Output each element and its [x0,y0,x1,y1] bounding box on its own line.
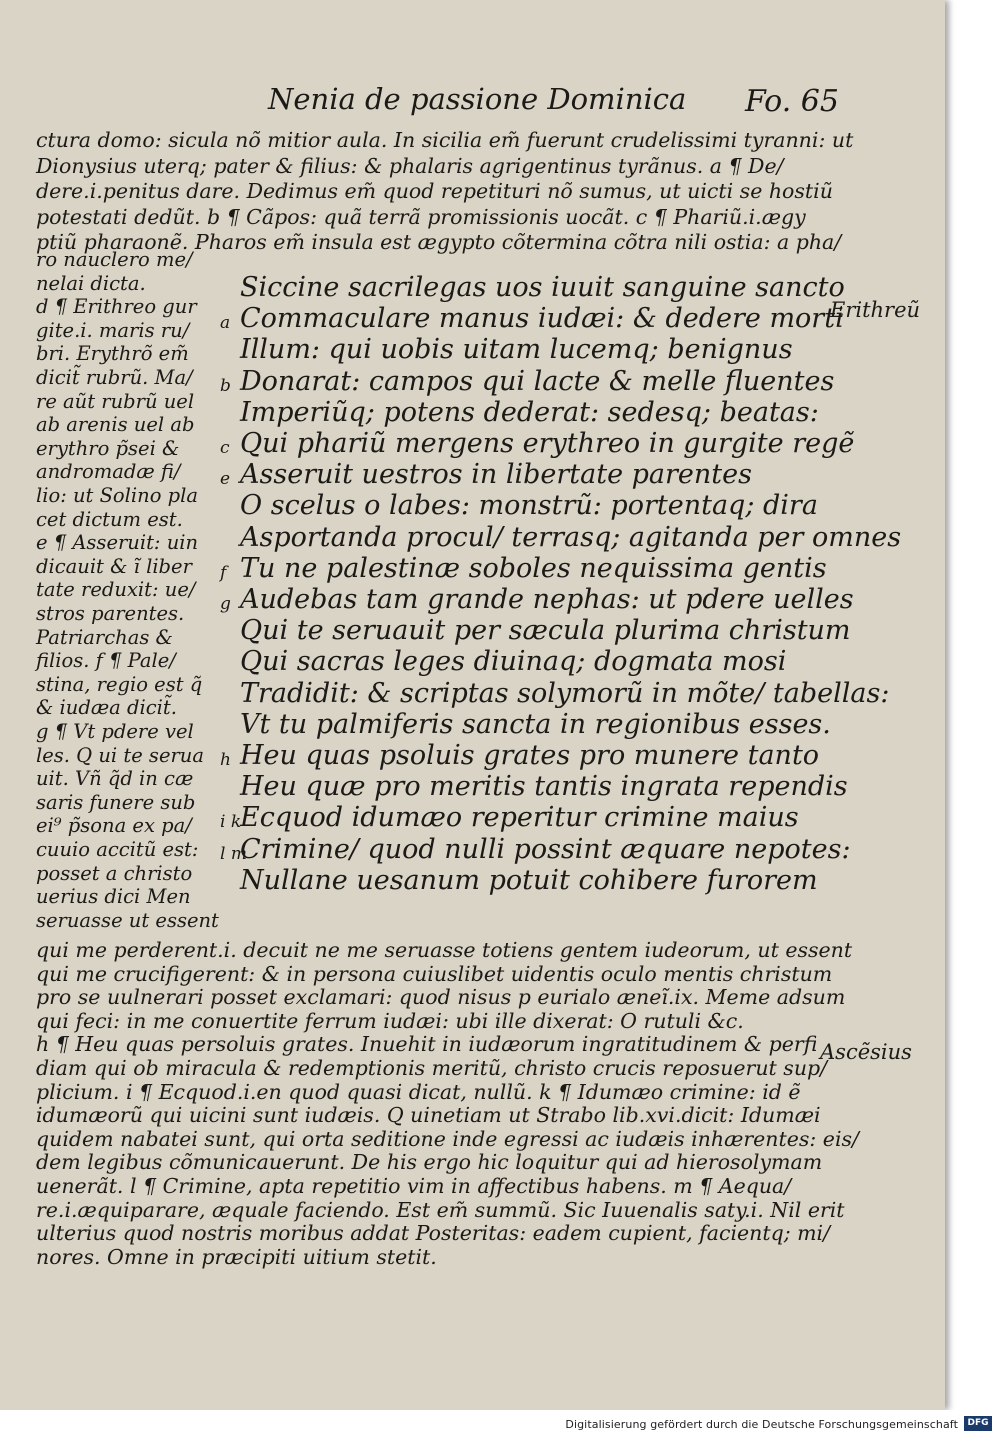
commentary-line: tate reduxit: ue/ [36,578,196,602]
verse-line: Heu quæ pro meritis tantis ingrata rependis [240,771,848,803]
verse-line: Tradidit: & scriptas solymorũ in mõte/ tabellas: [240,677,890,709]
commentary-line: saris funere sub [36,790,196,814]
commentary-line: Dionysius uterq; pater & filius: & phalaris agrigentinus tyrãnus. a ¶ De/ [36,153,784,178]
commentary-line: g ¶ Vt pdere vel [36,720,194,743]
verse-note-marker: h [220,750,231,770]
footer-strip [0,1410,1000,1440]
commentary-line: ro nauclero me/ [36,248,193,271]
commentary-line: ulterius quod nostris moribus addat Posteritas: eadem cupient, facientq; mi/ [36,1221,831,1246]
commentary-line: nelai dicta. [36,271,146,295]
commentary-line: uenerãt. l ¶ Crimine, apta repetitio vim in affectibus habens. m ¶ Aequa/ [36,1174,792,1198]
verse-line: Qui phariũ mergens erythreo in gurgite regẽ [240,428,855,459]
commentary-line: posset a christo [36,861,193,885]
commentary-line: filios. f ¶ Pale/ [36,649,176,673]
verse-line: Qui te seruauit per sæcula plurima christum [240,615,851,647]
commentary-line: re.i.æquiparare, æquale faciendo. Est em̃ summũ. Sic Iuuenalis saty.i. Nil erit [36,1197,845,1222]
commentary-line: d ¶ Erithreo gur [36,295,197,319]
commentary-line: les. Q ui te serua [36,743,204,767]
commentary-line: ei⁹ p̃sona ex pa/ [36,814,192,838]
verse-line: Asseruit uestros in libertate parentes [240,459,752,491]
verse-note-marker: b [220,375,231,396]
commentary-line: diam qui ob miracula & redemptionis meritũ, christo crucis reposuerut sup/ [36,1056,828,1080]
verse-line: Commaculare manus iudæi: & dedere morti [240,303,844,335]
commentary-line: nores. Omne in præcipiti uitium stetit. [36,1244,437,1269]
commentary-line: dere.i.penitus dare. Dedimus em̃ quod repetituri nõ sumus, ut uicti se hostiũ [36,179,833,204]
commentary-line: ctura domo: sicula nõ mitior aula. In sicilia em̃ fuerunt crudelissimi tyranni: ut [36,128,854,152]
verse-line: Heu quas psoluis grates pro munere tanto [240,740,820,771]
commentary-line: lio: ut Solino pla [36,484,198,507]
folio-number: Fo. 65 [745,84,839,119]
verse-line: Donarat: campos qui lacte & melle fluentes [240,365,835,397]
commentary-line: gite.i. maris ru/ [36,318,190,342]
verse-note-marker: i k [220,812,242,833]
verse-line: Tu ne palestinæ soboles nequissima gentis [240,552,827,584]
commentary-line: pro se uulnerari posset exclamari: quod nisus p eurialo æneĩ.ix. Meme adsum [36,985,846,1010]
marginal-note-upper: Erithreũ [830,298,921,322]
verse-note-marker: f [220,562,227,583]
marginal-note-lower: Ascẽsius [820,1040,912,1064]
verse-note-marker: g [220,594,231,614]
verse-line: Crimine/ quod nulli possint æquare nepotes: [240,833,851,865]
verse-line: Imperiũq; potens dederat: sedesq; beatas: [240,396,819,428]
commentary-line: cet dictum est. [36,507,183,531]
commentary-line: uerius dici Men [36,885,191,909]
commentary-line: Patriarchas & [36,625,173,649]
commentary-line: qui me perderent.i. decuit ne me seruasse totiens gentem iudeorum, ut essent [36,938,853,962]
commentary-line: stina, regio est q̃ [36,672,203,696]
commentary-line: erythro p̃sei & [36,436,180,460]
verse-line: Siccine sacrilegas uos iuuit sanguine sancto [240,272,845,303]
running-title: Nenia de passione Dominica [268,82,687,116]
commentary-line: seruasse ut essent [36,908,219,932]
commentary-line: dem legibus cõmunicauerunt. De his ergo hic loquitur qui ad hierosolymam [36,1150,823,1175]
commentary-line: ptiũ pharaonẽ. Pharos em̃ insula est ægypto cõtermina cõtra nili ostia: a pha/ [36,230,842,255]
commentary-line: qui feci: in me conuertite ferrum iudæi: ubi ille dixerat: O rutuli &c. [36,1008,744,1033]
verse-line: O scelus o labes: monstrũ: portentaq; dira [240,490,818,522]
commentary-line: uit. Vñ q̃d in cæ [36,767,194,791]
verse-line: Vt tu palmiferis sancta in regionibus esses. [240,708,831,740]
verse-line: Ecquod idumæo reperitur crimine maius [240,802,799,834]
commentary-line: dicauit & ĩ liber [36,554,192,578]
verse-line: Nullane uesanum potuit cohibere furorem [240,864,818,896]
commentary-line: dicit̃ rubrũ. Ma/ [36,366,193,389]
verse-note-marker: c [220,438,230,458]
commentary-line: e ¶ Asseruit: uin [36,531,199,555]
funding-credit: Digitalisierung gefördert durch die Deutsche Forschungsgemeinschaft [565,1418,958,1431]
dfg-logo: DFG [964,1416,992,1431]
commentary-line: qui me crucifigerent: & in persona cuiuslibet uidentis oculo mentis christum [36,961,833,986]
commentary-line: stros parentes. [36,602,185,625]
verse-line: Illum: qui uobis uitam lucemq; benignus [240,334,793,366]
commentary-line: bri. Erythrõ em̃ [36,342,189,366]
commentary-line: andromadæ fi/ [36,460,181,484]
commentary-line: & iudæa dicit̃. [36,696,177,720]
commentary-line: re aũt rubrũ uel [36,389,195,413]
verse-line: Audebas tam grande nephas: ut pdere uelles [240,584,854,615]
commentary-line: plicium. i ¶ Ecquod.i.en quod quasi dicat, nullũ. k ¶ Idumæo crimine: id ẽ [36,1079,801,1104]
commentary-line: ab arenis uel ab [36,413,195,437]
verse-note-marker: a [220,313,231,334]
commentary-line: potestati dedũt. b ¶ Cãpos: quã terrã promissionis uocãt. c ¶ Phariũ.i.ægy [36,204,806,229]
verse-line: Qui sacras leges diuinaq; dogmata mosi [240,646,787,678]
commentary-line: quidem nabatei sunt, qui orta seditione inde egressi ac iudæis inhærentes: eis/ [36,1126,859,1151]
verse-note-marker: l m [220,843,247,864]
verse-note-marker: e [220,469,231,490]
verse-line: Asportanda procul/ terrasq; agitanda per omnes [240,521,902,553]
commentary-line: cuuio accitũ est: [36,838,199,861]
commentary-line: idumæorũ qui uicini sunt iudæis. Q uinetiam ut Strabo lib.xvi.dicit: Idumæi [36,1103,821,1128]
commentary-line: h ¶ Heu quas persoluis grates. Inuehit in iudæorum ingratitudinem & perfi [36,1032,818,1057]
